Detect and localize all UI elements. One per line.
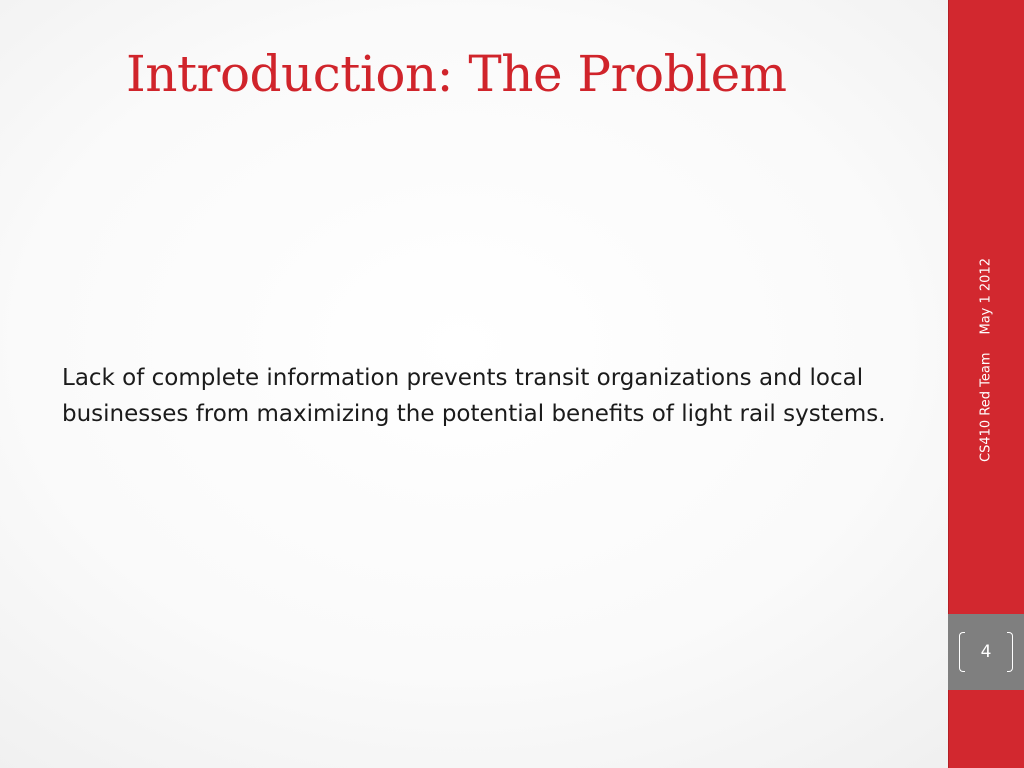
footer-team-label: CS410 Red Team — [978, 352, 994, 462]
vertical-footer — [979, 258, 994, 462]
slide-title: Introduction: The Problem — [126, 45, 787, 103]
page-number: 4 — [980, 642, 992, 662]
footer-date-label: May 1 2012 — [978, 258, 994, 335]
page-number-box — [948, 614, 1024, 690]
slide-body-text: Lack of complete information prevents transit organizations and local businesses from maximizing the potential benefits of light rail systems. — [62, 365, 886, 427]
